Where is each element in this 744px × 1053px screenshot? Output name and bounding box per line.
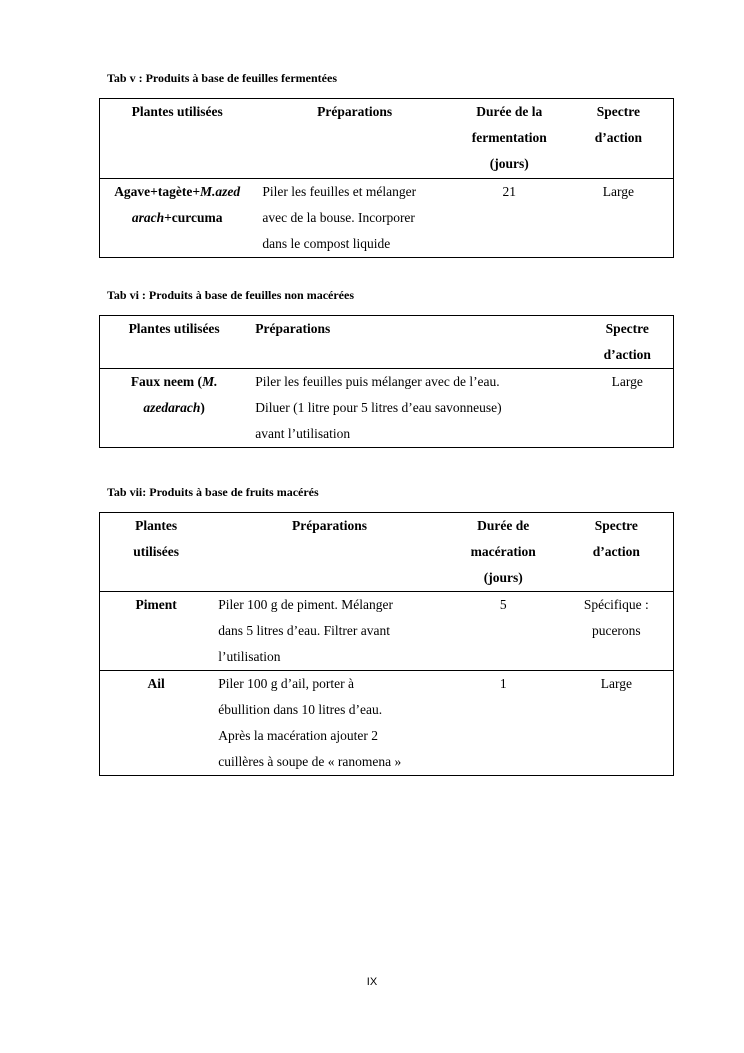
prep-line: Piler 100 g d’ail, porter à <box>218 676 355 691</box>
header-spectrum-line: d’action <box>594 130 642 145</box>
header-spectrum-line: Spectre <box>594 518 638 533</box>
cell-spectrum <box>560 671 674 776</box>
prep-line: dans 5 litres d’eau. Filtrer avant <box>218 623 390 638</box>
header-plants-line: Plantes <box>135 518 178 533</box>
cell-plant <box>100 369 249 448</box>
header-duration-line: fermentation <box>471 130 547 145</box>
header-duration-line: (jours) <box>483 570 523 585</box>
cell-plant <box>100 179 255 258</box>
table-row <box>100 671 674 776</box>
plant-italic: azedarach <box>143 400 201 415</box>
cell-spectrum <box>560 592 674 671</box>
cell-duration: 21 <box>455 179 564 258</box>
cell-preparation <box>248 369 581 448</box>
plant-italic: arach <box>131 210 165 225</box>
prep-line: l’utilisation <box>218 649 281 664</box>
table-header-row <box>100 316 674 369</box>
header-plants <box>100 513 213 592</box>
plant-italic: M.azed <box>200 184 241 199</box>
prep-line: Piler les feuilles puis mélanger avec de l’eau. <box>255 374 500 389</box>
header-plants: Plantes utilisées <box>100 316 249 369</box>
table-header-row <box>100 99 674 179</box>
prep-line: dans le compost liquide <box>262 236 391 251</box>
header-spectrum <box>564 99 674 179</box>
prep-line: Diluer (1 litre pour 5 litres d’eau savonneuse) <box>255 400 502 415</box>
plant-text: +curcuma <box>164 210 223 225</box>
plant-italic: M. <box>202 374 218 389</box>
cell-duration: 5 <box>447 592 560 671</box>
header-preparations: Préparations <box>248 316 581 369</box>
cell-preparation <box>212 671 447 776</box>
prep-line: avec de la bouse. Incorporer <box>262 210 415 225</box>
cell-duration: 1 <box>447 671 560 776</box>
header-preparations: Préparations <box>254 99 454 179</box>
prep-line: Piler les feuilles et mélanger <box>262 184 417 199</box>
spectrum-line: pucerons <box>591 623 641 638</box>
header-duration-line: Durée de la <box>476 104 543 119</box>
header-plants: Plantes utilisées <box>100 99 255 179</box>
cell-spectrum <box>582 369 674 448</box>
prep-line: cuillères à soupe de « ranomena » <box>218 754 402 769</box>
table-row <box>100 369 674 448</box>
prep-line: Après la macération ajouter 2 <box>218 728 378 743</box>
prep-line: avant l’utilisation <box>255 426 351 441</box>
table-row <box>100 179 674 258</box>
table-v-caption: Tab v : Produits à base de feuilles fermentées <box>107 71 337 85</box>
prep-line: Piler 100 g de piment. Mélanger <box>218 597 394 612</box>
header-duration <box>447 513 560 592</box>
plant-text: Faux neem ( <box>130 374 203 389</box>
cell-plant: Ail <box>100 671 213 776</box>
header-spectrum-line: d’action <box>603 347 651 362</box>
header-duration-line: (jours) <box>489 156 529 171</box>
header-spectrum-line: Spectre <box>596 104 640 119</box>
header-duration <box>455 99 564 179</box>
header-plants-line: utilisées <box>133 544 180 559</box>
page-number: IX <box>366 976 378 988</box>
cell-preparation <box>212 592 447 671</box>
table-vi <box>99 315 674 448</box>
header-spectrum-line: Spectre <box>605 321 649 336</box>
spectrum-line: Spécifique : <box>583 597 649 612</box>
cell-preparation <box>254 179 454 258</box>
cell-spectrum <box>564 179 674 258</box>
table-header-row <box>100 513 674 592</box>
spectrum-line: Large <box>611 374 643 389</box>
header-duration-line: Durée de <box>477 518 530 533</box>
table-v <box>99 98 674 258</box>
header-spectrum <box>560 513 674 592</box>
spectrum-line: Large <box>602 184 634 199</box>
table-vii-caption: Tab vii: Produits à base de fruits macérés <box>107 485 319 499</box>
spectrum-line: Large <box>600 676 632 691</box>
prep-line: ébullition dans 10 litres d’eau. <box>218 702 383 717</box>
table-vi-caption: Tab vi : Produits à base de feuilles non macérées <box>107 288 355 302</box>
header-preparations: Préparations <box>212 513 447 592</box>
header-duration-line: macération <box>470 544 536 559</box>
cell-plant: Piment <box>100 592 213 671</box>
plant-text: Agave+tagète+ <box>114 184 201 199</box>
header-spectrum-line: d’action <box>592 544 640 559</box>
table-vii <box>99 512 674 776</box>
header-spectrum <box>582 316 674 369</box>
table-row <box>100 592 674 671</box>
plant-text: ) <box>200 400 205 415</box>
